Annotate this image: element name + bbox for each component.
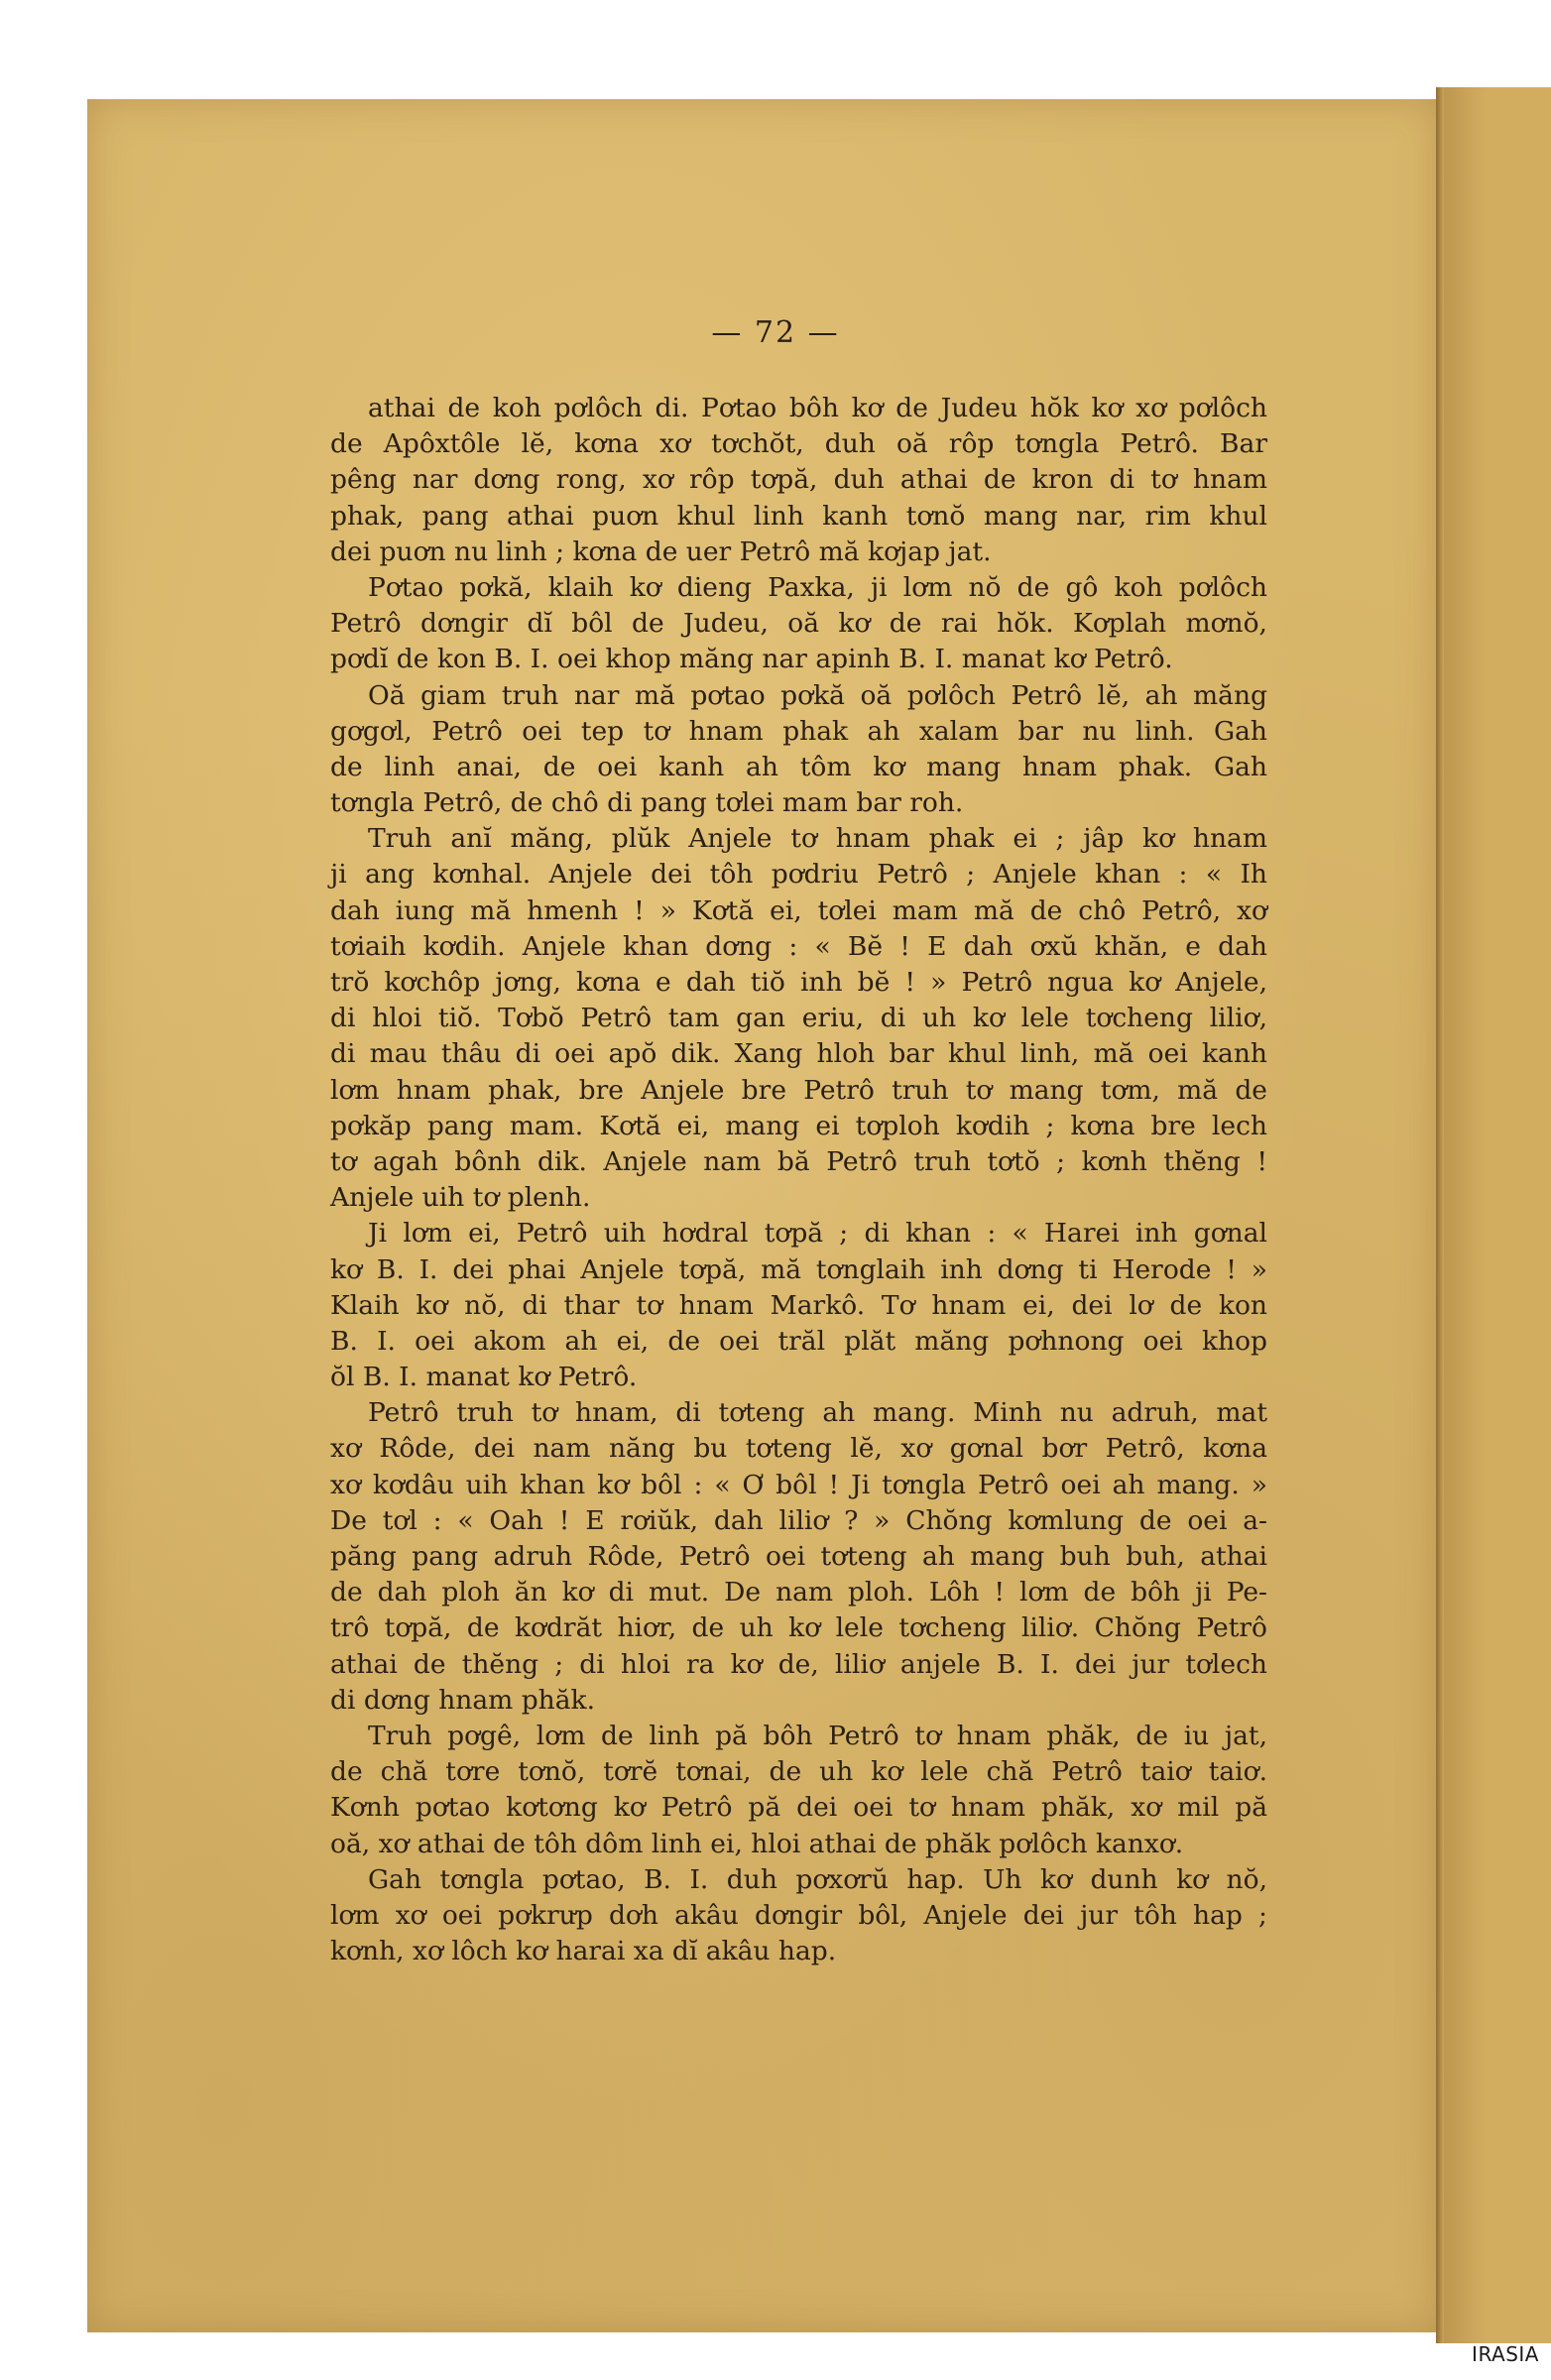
text-line: De tơl : « Oah ! E rơiŭk, dah liliơ ? » Chŏng kơmlung de oei a- <box>330 1504 1267 1536</box>
text-line: tơiaih kơdih. Anjele khan dơng : « Bĕ ! E dah ơxŭ khăn, e dah <box>330 930 1267 962</box>
text-line: B. I. oei akom ah ei, de oei trăl plăt măng pơhnong oei khop <box>330 1325 1267 1357</box>
text-line: dei puơn nu linh ; kơna de uer Petrô mă kơjap jat. <box>330 536 992 567</box>
text-line: de dah ploh ăn kơ di mut. De nam ploh. Lôh ! lơm de bôh ji Pe- <box>330 1577 1267 1608</box>
watermark-label: IRASIA <box>1472 2342 1539 2366</box>
text-line: Truh pơgê, lơm de linh pă bôh Petrô tơ hnam phăk, de iu jat, <box>368 1720 1267 1751</box>
paragraph <box>330 1862 1267 1970</box>
text-line: athai de koh pơlôch di. Pơtao bôh kơ de Judeu hŏk kơ xơ pơlôch <box>368 393 1267 423</box>
paragraph <box>330 1719 1267 1862</box>
text-line: di hloi tiŏ. Tơbŏ Petrô tam gan eriu, di uh kơ lele tơcheng liliơ, <box>330 1003 1267 1034</box>
text-line: tơ agah bônh dik. Anjele nam bă Petrô truh tơtŏ ; kơnh thĕng ! <box>330 1145 1267 1177</box>
text-line: Ji lơm ei, Petrô uih hơdral tơpă ; di khan : « Harei inh gơnal <box>368 1218 1267 1250</box>
paragraph <box>330 570 1267 678</box>
page-number: — 72 — <box>711 315 840 350</box>
paragraph <box>330 1216 1267 1395</box>
text-line: Oă giam truh nar mă pơtao pơkă oă pơlôch Petrô lĕ, ah măng <box>368 679 1267 711</box>
text-line: ji ang kơnhal. Anjele dei tôh pơdriu Petrô ; Anjele khan : « Ih <box>330 859 1267 891</box>
paragraph <box>330 391 1267 570</box>
text-line: xơ kơdâu uih khan kơ bôl : « Ơ bôl ! Ji tơngla Petrô oei ah mang. » <box>330 1469 1267 1500</box>
adjacent-page-edge <box>1444 87 1551 2343</box>
text-line: kơ B. I. dei phai Anjele tơpă, mă tơnglaih inh dơng ti Herode ! » <box>330 1253 1267 1285</box>
text-line: Kơnh pơtao kơtơng kơ Petrô pă dei oei tơ hnam phăk, xơ mil pă <box>330 1792 1267 1824</box>
text-line: trô tơpă, de kơdrăt hiơr, de uh kơ lele tơcheng liliơ. Chŏng Petrô <box>330 1612 1267 1644</box>
page-text <box>330 391 1267 1969</box>
text-line: di mau thâu di oei apŏ dik. Xang hloh bar khul linh, mă oei kanh <box>330 1038 1267 1070</box>
text-line: xơ Rôde, dei nam năng bu tơteng lĕ, xơ gơnal bơr Petrô, kơna <box>330 1433 1267 1465</box>
text-line: trŏ kơchôp jơng, kơna e dah tiŏ inh bĕ ! » Petrô ngua kơ Anjele, <box>330 967 1267 998</box>
text-line: gơgơl, Petrô oei tep tơ hnam phak ah xalam bar nu linh. Gah <box>330 715 1267 747</box>
text-line: pơdĭ de kon B. I. oei khop măng nar apinh B. I. manat kơ Petrô. <box>330 644 1173 675</box>
text-line: kơnh, xơ lôch kơ harai xa dĭ akâu hap. <box>330 1936 837 1967</box>
text-line: dah iung mă hmenh ! » Kơtă ei, tơlei mam mă de chô Petrô, xơ <box>330 894 1267 926</box>
text-line: Petrô dơngir dĭ bôl de Judeu, oă kơ de rai hŏk. Kơplah mơnŏ, <box>330 608 1267 640</box>
paragraph <box>330 678 1267 822</box>
text-line: Petrô truh tơ hnam, di tơteng ah mang. Minh nu adruh, mat <box>368 1397 1267 1429</box>
paragraph <box>330 1395 1267 1719</box>
text-line: tơngla Petrô, de chô di pang tơlei mam bar roh. <box>330 787 964 819</box>
page-fold-shadow <box>1436 87 1444 2343</box>
text-line: di dơng hnam phăk. <box>330 1684 596 1716</box>
text-line: de chă tơre tơnŏ, tơrĕ tơnai, de uh kơ lele chă Petrô taiơ taiơ. <box>330 1756 1267 1788</box>
text-line: pêng nar dơng rong, xơ rôp tơpă, duh athai de kron di tơ hnam <box>330 464 1267 496</box>
text-line: Pơtao pơkă, klaih kơ dieng Paxka, ji lơm nŏ de gô koh pơlôch <box>368 571 1267 603</box>
text-line: de linh anai, de oei kanh ah tôm kơ mang hnam phak. Gah <box>330 751 1267 782</box>
text-line: Klaih kơ nŏ, di thar tơ hnam Markô. Tơ hnam ei, dei lơ de kon <box>330 1289 1267 1321</box>
text-line: phak, pang athai puơn khul linh kanh tơnŏ mang nar, rim khul <box>330 500 1267 532</box>
text-line: ŏl B. I. manat kơ Petrô. <box>330 1362 638 1393</box>
text-line: lơm xơ oei pơkrưp dơh akâu dơngir bôl, Anjele dei jur tôh hap ; <box>330 1899 1267 1931</box>
text-line: pơkăp pang mam. Kơtă ei, mang ei tơploh kơdih ; kơna bre lech <box>330 1110 1267 1141</box>
text-line: athai de thĕng ; di hloi ra kơ de, liliơ anjele B. I. dei jur tơlech <box>330 1648 1267 1680</box>
text-line: oă, xơ athai de tôh dôm linh ei, hloi athai de phăk pơlôch kanxơ. <box>330 1828 1184 1859</box>
paragraph <box>330 821 1267 1216</box>
text-line: Truh anĭ măng, plŭk Anjele tơ hnam phak ei ; jâp kơ hnam <box>368 823 1267 855</box>
text-line: Gah tơngla pơtao, B. I. duh pơxơrŭ hap. Uh kơ dunh kơ nŏ, <box>368 1863 1267 1895</box>
text-line: de Apôxtôle lĕ, kơna xơ tơchŏt, duh oă rôp tơngla Petrô. Bar <box>330 428 1267 460</box>
text-line: păng pang adruh Rôde, Petrô oei tơteng ah mang buh buh, athai <box>330 1541 1267 1572</box>
text-line: Anjele uih tơ plenh. <box>330 1182 591 1214</box>
text-line: lơm hnam phak, bre Anjele bre Petrô truh tơ mang tơm, mă de <box>330 1074 1267 1106</box>
